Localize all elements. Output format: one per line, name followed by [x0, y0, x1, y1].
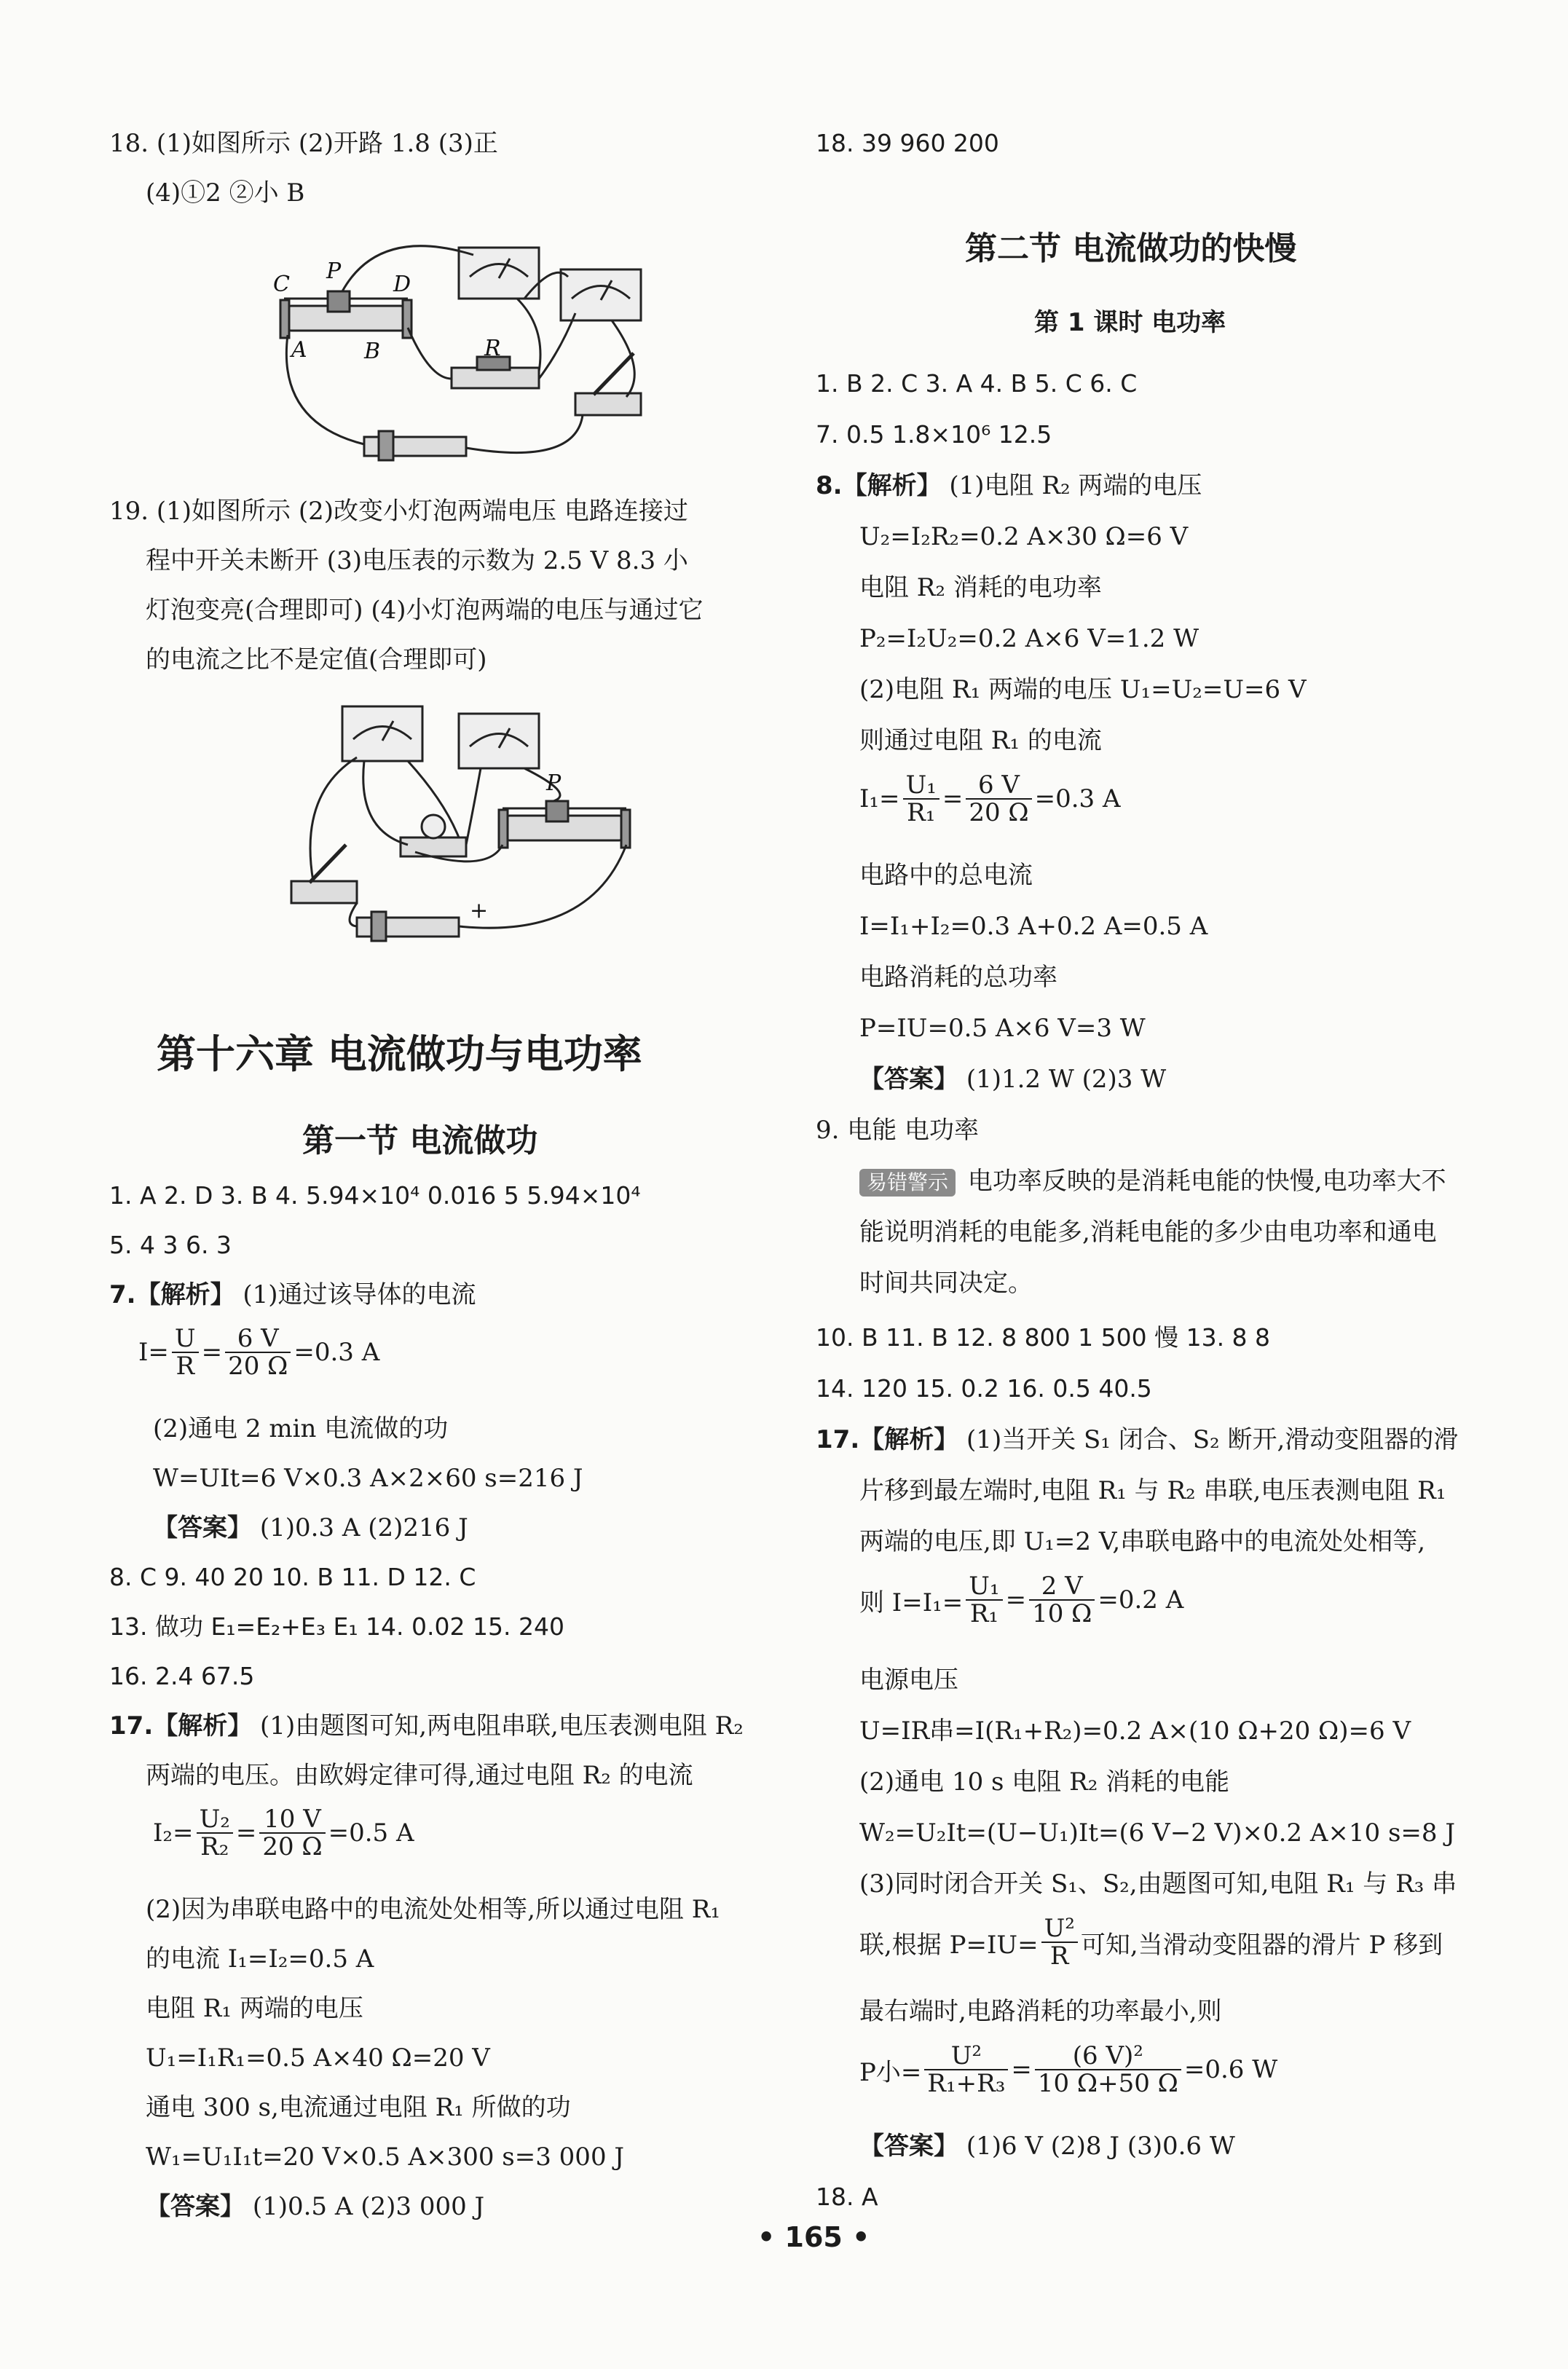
numerator: 6 V: [966, 772, 1031, 800]
q8-formula: [859, 772, 1121, 826]
formula-result: =0.5 A: [328, 1818, 414, 1848]
q17-text7: W₂=U₂It=(U−U₁)It=(6 V−2 V)×0.2 A×10 s=8 J: [859, 1818, 1455, 1848]
q9: 9. 电能 电功率: [816, 1116, 980, 1145]
q8-text2: U₂=I₂R₂=0.2 A×30 Ω=6 V: [859, 522, 1189, 551]
answer-text: (1)0.3 A (2)216 J: [259, 1513, 468, 1542]
numerator: U₁: [903, 772, 939, 800]
denominator: R: [1049, 1942, 1069, 1971]
fraction: [172, 1325, 199, 1379]
s1-q17-text6: U₁=I₁R₁=0.5 A×40 Ω=20 V: [146, 2043, 490, 2073]
q17-text9: [859, 1915, 1443, 1969]
denominator: R₁: [907, 798, 936, 827]
denominator: R₁+R₃: [927, 2069, 1006, 2098]
s1-q7-text2: (2)通电 2 min 电流做的功: [153, 1414, 449, 1443]
q17-line1: [816, 1424, 1458, 1456]
q17-text6: (2)通电 10 s 电阻 R₂ 消耗的电能: [859, 1767, 1230, 1797]
denominator: 20 Ω: [969, 798, 1029, 827]
r-q18b: 18. A: [816, 2183, 878, 2211]
s1-q17-answer: [146, 2191, 484, 2223]
fraction: [1035, 2043, 1181, 2097]
label-c: C: [273, 272, 290, 297]
s1-q7-line1: [109, 1279, 476, 1311]
numerator: U₁: [966, 1573, 1002, 1601]
q8-line1: [816, 470, 1202, 502]
fraction: [966, 1573, 1002, 1627]
q17-text4: 电源电压: [859, 1666, 958, 1695]
fraction: [966, 772, 1031, 826]
denominator: R₂: [200, 1832, 229, 1861]
denominator: 20 Ω: [228, 1352, 288, 1381]
fraction: [903, 772, 939, 826]
q17-text9a: 联,根据 P=IU=: [859, 1930, 1039, 1960]
s1-answers-line3: 8. C 9. 40 20 10. B 11. D 12. C: [109, 1563, 476, 1591]
formula-left: I₂=: [153, 1818, 194, 1848]
circuit-figure-2: [269, 699, 721, 947]
formula-left: I=: [138, 1338, 169, 1367]
q19-line3: 灯泡变亮(合理即可) (4)小灯泡两端的电压与通过它: [146, 596, 704, 625]
s1-q7-head: 7.【解析】: [109, 1280, 235, 1309]
equals: =: [1005, 1585, 1027, 1615]
answer-text: (1)1.2 W (2)3 W: [966, 1065, 1167, 1094]
warning-line1: [859, 1165, 1446, 1197]
q8-head: 8.【解析】: [816, 471, 942, 500]
label-a: A: [291, 337, 307, 363]
s1-q7-text3: W=UIt=6 V×0.3 A×2×60 s=216 J: [153, 1464, 583, 1493]
s1-q17-text4: 的电流 I₁=I₂=0.5 A: [146, 1944, 374, 1974]
q8-text8: I=I₁+I₂=0.3 A+0.2 A=0.5 A: [859, 912, 1208, 941]
q17-formula2: [859, 2043, 1277, 2097]
warning-text2: 能说明消耗的电能多,消耗电能的多少由电功率和通电: [859, 1218, 1437, 1247]
numerator: U²: [1041, 1915, 1078, 1943]
r-answers-line3: 10. B 11. B 12. 8 800 1 500 慢 13. 8 8: [816, 1323, 1271, 1352]
q8-text5: (2)电阻 R₁ 两端的电压 U₁=U₂=U=6 V: [859, 675, 1307, 704]
q8-text3: 电阻 R₂ 消耗的电功率: [859, 573, 1102, 602]
numerator: 2 V: [1029, 1573, 1095, 1601]
numerator: 6 V: [225, 1325, 291, 1353]
circuit-figure-1: [269, 233, 721, 466]
warning-badge: 易错警示: [859, 1169, 956, 1197]
numerator: (6 V)²: [1035, 2043, 1181, 2070]
q19-line1: 19. (1)如图所示 (2)改变小灯泡两端电压 电路连接过: [109, 497, 688, 526]
fraction: [197, 1806, 233, 1860]
q19-line2: 程中开关未断开 (3)电压表的示数为 2.5 V 8.3 小: [146, 546, 688, 575]
formula-result: =0.3 A: [293, 1338, 380, 1367]
q17-text10: 最右端时,电路消耗的功率最小,则: [859, 1997, 1222, 2026]
q17-text2: 片移到最左端时,电阻 R₁ 与 R₂ 串联,电压表测电阻 R₁: [859, 1476, 1446, 1505]
fraction: [259, 1806, 325, 1860]
denominator: R: [176, 1352, 195, 1381]
r-q18: 18. 39 960 200: [816, 129, 999, 157]
q17-text5: U=IR串=I(R₁+R₂)=0.2 A×(10 Ω+20 Ω)=6 V: [859, 1716, 1411, 1746]
s1-answers-line5: 16. 2.4 67.5: [109, 1662, 255, 1690]
q8-text6: 则通过电阻 R₁ 的电流: [859, 726, 1102, 755]
formula-result: =0.3 A: [1034, 784, 1121, 813]
s1-answers-line4: 13. 做功 E₁=E₂+E₃ E₁ 14. 0.02 15. 240: [109, 1612, 564, 1641]
q17-answer: [859, 2130, 1235, 2162]
fraction: [1029, 1573, 1095, 1627]
q19-line4: 的电流之比不是定值(合理即可): [146, 645, 487, 674]
label-p2: P: [546, 770, 562, 796]
answer-label: 【答案】: [859, 2132, 958, 2161]
equals: =: [942, 784, 964, 813]
fraction: [1041, 1915, 1078, 1969]
answer-text: (1)6 V (2)8 J (3)0.6 W: [966, 2132, 1235, 2161]
s1-q7-formula: [138, 1325, 379, 1379]
formula-result: =0.6 W: [1183, 2055, 1278, 2084]
s1-q17-text8: W₁=U₁I₁t=20 V×0.5 A×300 s=3 000 J: [146, 2143, 625, 2172]
label-r: R: [484, 336, 501, 361]
denominator: 10 Ω+50 Ω: [1037, 2069, 1178, 2098]
formula-left: 则 I=I₁=: [859, 1588, 964, 1617]
s1-answers-line2: 5. 4 3 6. 3: [109, 1231, 232, 1259]
equals: =: [235, 1818, 257, 1848]
denominator: 20 Ω: [262, 1832, 323, 1861]
formula-left: I₁=: [859, 784, 900, 813]
formula-left: P小=: [859, 2057, 922, 2087]
warning-text1: 电功率反映的是消耗电能的快慢,电功率大不: [967, 1167, 1446, 1196]
q18-line2: (4)①2 ②小 B: [146, 178, 305, 208]
r-answers-line4: 14. 120 15. 0.2 16. 0.5 40.5: [816, 1374, 1152, 1403]
denominator: R₁: [969, 1599, 999, 1628]
s1-q17-text3: (2)因为串联电路中的电流处处相等,所以通过电阻 R₁: [146, 1895, 721, 1924]
page-number: • 165 •: [757, 2221, 870, 2253]
q8-text4: P₂=I₂U₂=0.2 A×6 V=1.2 W: [859, 624, 1199, 653]
s1-q17-text7: 通电 300 s,电流通过电阻 R₁ 所做的功: [146, 2093, 571, 2122]
q8-text9: 电路消耗的总功率: [859, 963, 1057, 992]
q8-text1: (1)电阻 R₂ 两端的电压: [949, 471, 1202, 500]
q17-formula1: [859, 1573, 1183, 1627]
s1-q17-text5: 电阻 R₁ 两端的电压: [146, 1994, 363, 2023]
warning-text3: 时间共同决定。: [859, 1269, 1033, 1298]
r-answers-line2: 7. 0.5 1.8×10⁶ 12.5: [816, 420, 1052, 449]
s1-q17-text1: (1)由题图可知,两电阻串联,电压表测电阻 R₂: [260, 1711, 744, 1741]
numerator: 10 V: [259, 1806, 325, 1834]
q17-text3: 两端的电压,即 U₁=2 V,串联电路中的电流处处相等,: [859, 1527, 1426, 1556]
fraction: [924, 2043, 1008, 2097]
label-d: D: [393, 272, 411, 297]
denominator: 10 Ω: [1032, 1599, 1092, 1628]
q17-text9b: 可知,当滑动变阻器的滑片 P 移到: [1080, 1930, 1443, 1960]
equals: =: [1011, 2055, 1032, 2084]
fraction: [225, 1325, 291, 1379]
section2-title: 第二节 电流做功的快慢: [965, 230, 1297, 267]
r-answers-line1: 1. B 2. C 3. A 4. B 5. C 6. C: [816, 369, 1138, 398]
formula-result: =0.2 A: [1098, 1585, 1184, 1615]
q8-text10: P=IU=0.5 A×6 V=3 W: [859, 1014, 1146, 1043]
q17-head: 17.【解析】: [816, 1425, 959, 1454]
s1-q7-answer: [153, 1512, 468, 1544]
s1-q17-formula: [153, 1806, 414, 1860]
s1-q17-text2: 两端的电压。由欧姆定律可得,通过电阻 R₂ 的电流: [146, 1761, 693, 1790]
label-plus: +: [470, 898, 489, 923]
label-p: P: [326, 259, 342, 284]
section1-title: 第一节 电流做功: [302, 1122, 538, 1159]
s1-q17-head: 17.【解析】: [109, 1711, 253, 1741]
numerator: U²: [924, 2043, 1008, 2070]
equals: =: [201, 1338, 223, 1367]
numerator: U₂: [197, 1806, 233, 1834]
q18-line1: 18. (1)如图所示 (2)开路 1.8 (3)正: [109, 129, 498, 158]
lesson-title: 第 1 课时 电功率: [1034, 308, 1226, 337]
label-b: B: [364, 339, 381, 364]
q8-answer: [859, 1063, 1166, 1095]
q8-text7: 电路中的总电流: [859, 861, 1033, 890]
s1-q7-text1: (1)通过该导体的电流: [243, 1280, 476, 1309]
answer-label: 【答案】: [146, 2192, 245, 2221]
s1-answers-line1: 1. A 2. D 3. B 4. 5.94×10⁴ 0.016 5 5.94×10⁴: [109, 1181, 641, 1210]
chapter-title: 第十六章 电流做功与电功率: [157, 1030, 642, 1077]
answer-label: 【答案】: [153, 1513, 252, 1542]
q17-text8: (3)同时闭合开关 S₁、S₂,由题图可知,电阻 R₁ 与 R₃ 串: [859, 1869, 1457, 1899]
numerator: U: [172, 1325, 199, 1353]
s1-q17-line1: [109, 1710, 744, 1742]
q17-text1: (1)当开关 S₁ 闭合、S₂ 断开,滑动变阻器的滑: [966, 1425, 1459, 1454]
answer-text: (1)0.5 A (2)3 000 J: [252, 2192, 485, 2221]
answer-label: 【答案】: [859, 1065, 958, 1094]
